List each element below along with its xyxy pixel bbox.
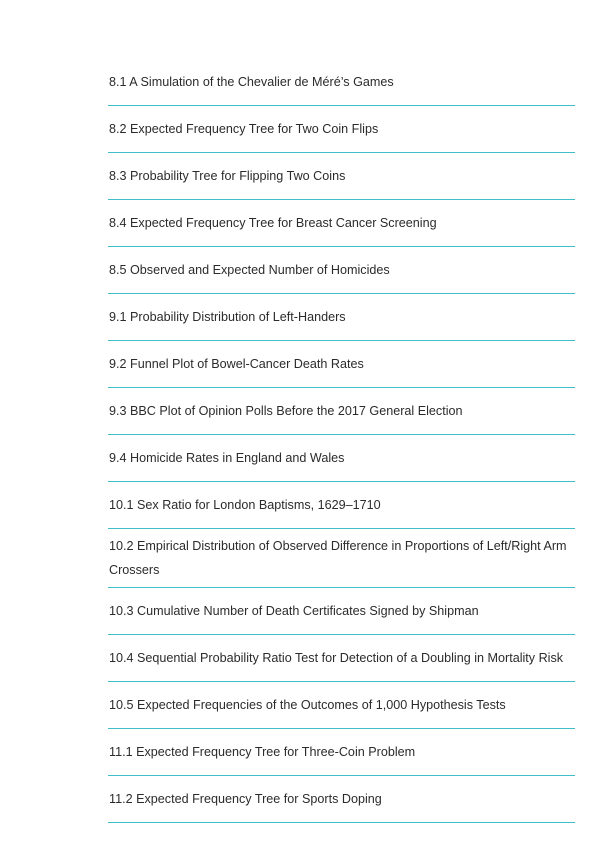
figure-title: 8.5 Observed and Expected Number of Homicides: [109, 263, 390, 277]
figure-title: 9.2 Funnel Plot of Bowel-Cancer Death Rates: [109, 357, 364, 371]
list-of-figures: [108, 61, 575, 823]
figure-entry-10-4: [108, 635, 575, 682]
figure-title: 11.1 Expected Frequency Tree for Three-Coin Problem: [109, 745, 416, 759]
figure-entry-8-4: [108, 200, 575, 247]
figure-entry-10-1: [108, 482, 575, 529]
figure-entry-10-5: [108, 682, 575, 729]
figure-entry-11-2: [108, 776, 575, 823]
figure-title: 10.5 Expected Frequencies of the Outcomes of 1,000 Hypothesis Tests: [109, 698, 506, 712]
figure-title: 10.3 Cumulative Number of Death Certificates Signed by Shipman: [109, 604, 479, 618]
figure-entry-8-2: [108, 106, 575, 153]
figure-title: 10.2 Empirical Distribution of Observed Difference in Proportions of Left/Right Arm Crossers: [109, 539, 567, 577]
figure-title: 11.2 Expected Frequency Tree for Sports Doping: [109, 792, 382, 806]
figure-title: 10.1 Sex Ratio for London Baptisms, 1629–1710: [109, 498, 381, 512]
figure-title: 10.4 Sequential Probability Ratio Test for Detection of a Doubling in Mortality Risk: [109, 651, 564, 665]
figure-entry-9-4: [108, 435, 575, 482]
figure-title: 9.1 Probability Distribution of Left-Handers: [109, 310, 346, 324]
figure-entry-9-1: [108, 294, 575, 341]
figure-title: 9.4 Homicide Rates in England and Wales: [109, 451, 345, 465]
figure-entry-11-1: [108, 729, 575, 776]
figure-title: 9.3 BBC Plot of Opinion Polls Before the 2017 General Election: [109, 404, 463, 418]
figure-title: 8.3 Probability Tree for Flipping Two Coins: [109, 169, 346, 183]
figure-title: 8.2 Expected Frequency Tree for Two Coin Flips: [109, 122, 379, 136]
figure-entry-8-5: [108, 247, 575, 294]
figure-entry-10-3: [108, 588, 575, 635]
figure-entry-8-1: [108, 61, 575, 106]
figure-entry-10-2: [108, 529, 575, 588]
figure-entry-8-3: [108, 153, 575, 200]
figure-title: 8.4 Expected Frequency Tree for Breast Cancer Screening: [109, 216, 437, 230]
figure-title: 8.1 A Simulation of the Chevalier de Méré’s Games: [109, 75, 394, 89]
figure-entry-9-3: [108, 388, 575, 435]
figure-entry-9-2: [108, 341, 575, 388]
